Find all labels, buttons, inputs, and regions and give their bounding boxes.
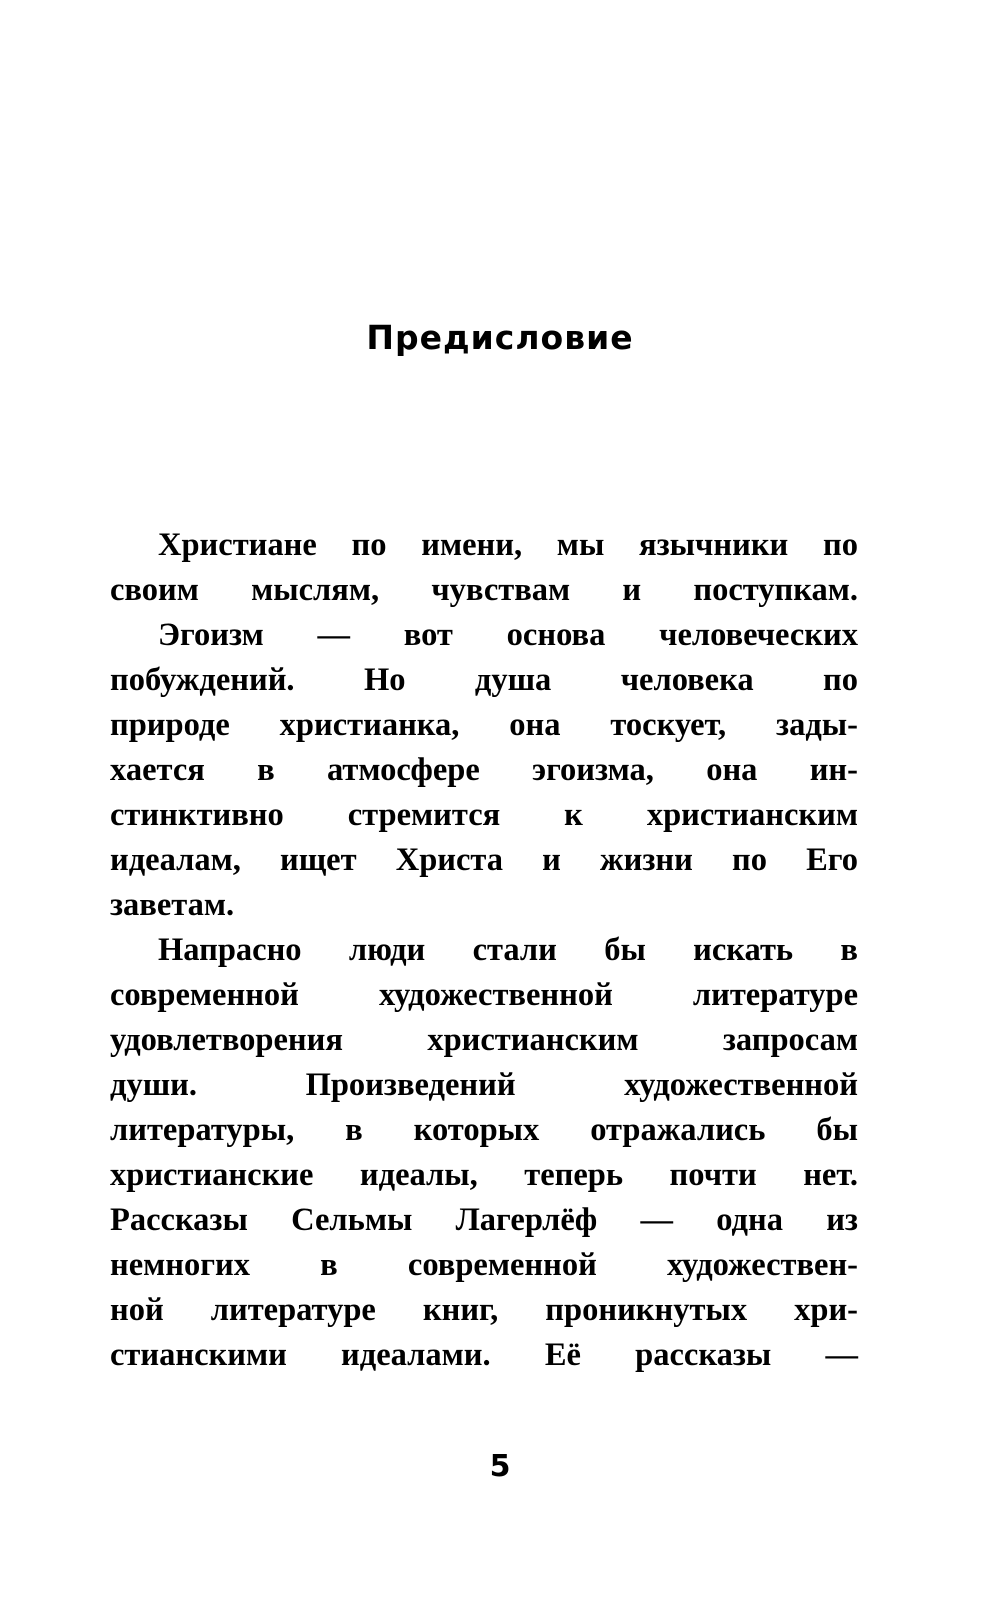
text-line: Рассказы Сельмы Лагерлёф — одна из (110, 1202, 858, 1238)
text-line: хается в атмосфере эгоизма, она ин- (110, 752, 858, 788)
text-line: заветам. (110, 887, 235, 923)
text-line: ной литературе книг, проникнутых хри- (110, 1292, 858, 1328)
text-line: своим мыслям, чувствам и поступкам. (110, 572, 858, 608)
text-line: стинктивно стремится к христианским (110, 797, 858, 833)
text-line: побуждений. Но душа человека по (110, 662, 858, 698)
text-line: христианские идеалы, теперь почти нет. (110, 1157, 858, 1193)
text-line: идеалам, ищет Христа и жизни по Его (110, 842, 858, 878)
text-line: души. Произведений художественной (110, 1067, 858, 1103)
text-line: Напрасно люди стали бы искать в (158, 932, 858, 968)
text-line: Эгоизм — вот основа человеческих (158, 617, 858, 653)
text-line: удовлетворения христианским запросам (110, 1022, 858, 1058)
text-line: Христиане по имени, мы язычники по (158, 527, 858, 563)
body-text (110, 523, 858, 1378)
page-number: 5 (489, 1449, 511, 1484)
page-title: Предисловие (366, 318, 634, 357)
text-line: немногих в современной художествен- (110, 1247, 858, 1283)
text-line: современной художественной литературе (110, 977, 858, 1013)
text-line: природе христианка, она тоскует, зады- (110, 707, 858, 743)
text-line: стианскими идеалами. Её рассказы — (110, 1337, 858, 1373)
text-line: литературы, в которых отражались бы (110, 1112, 858, 1148)
